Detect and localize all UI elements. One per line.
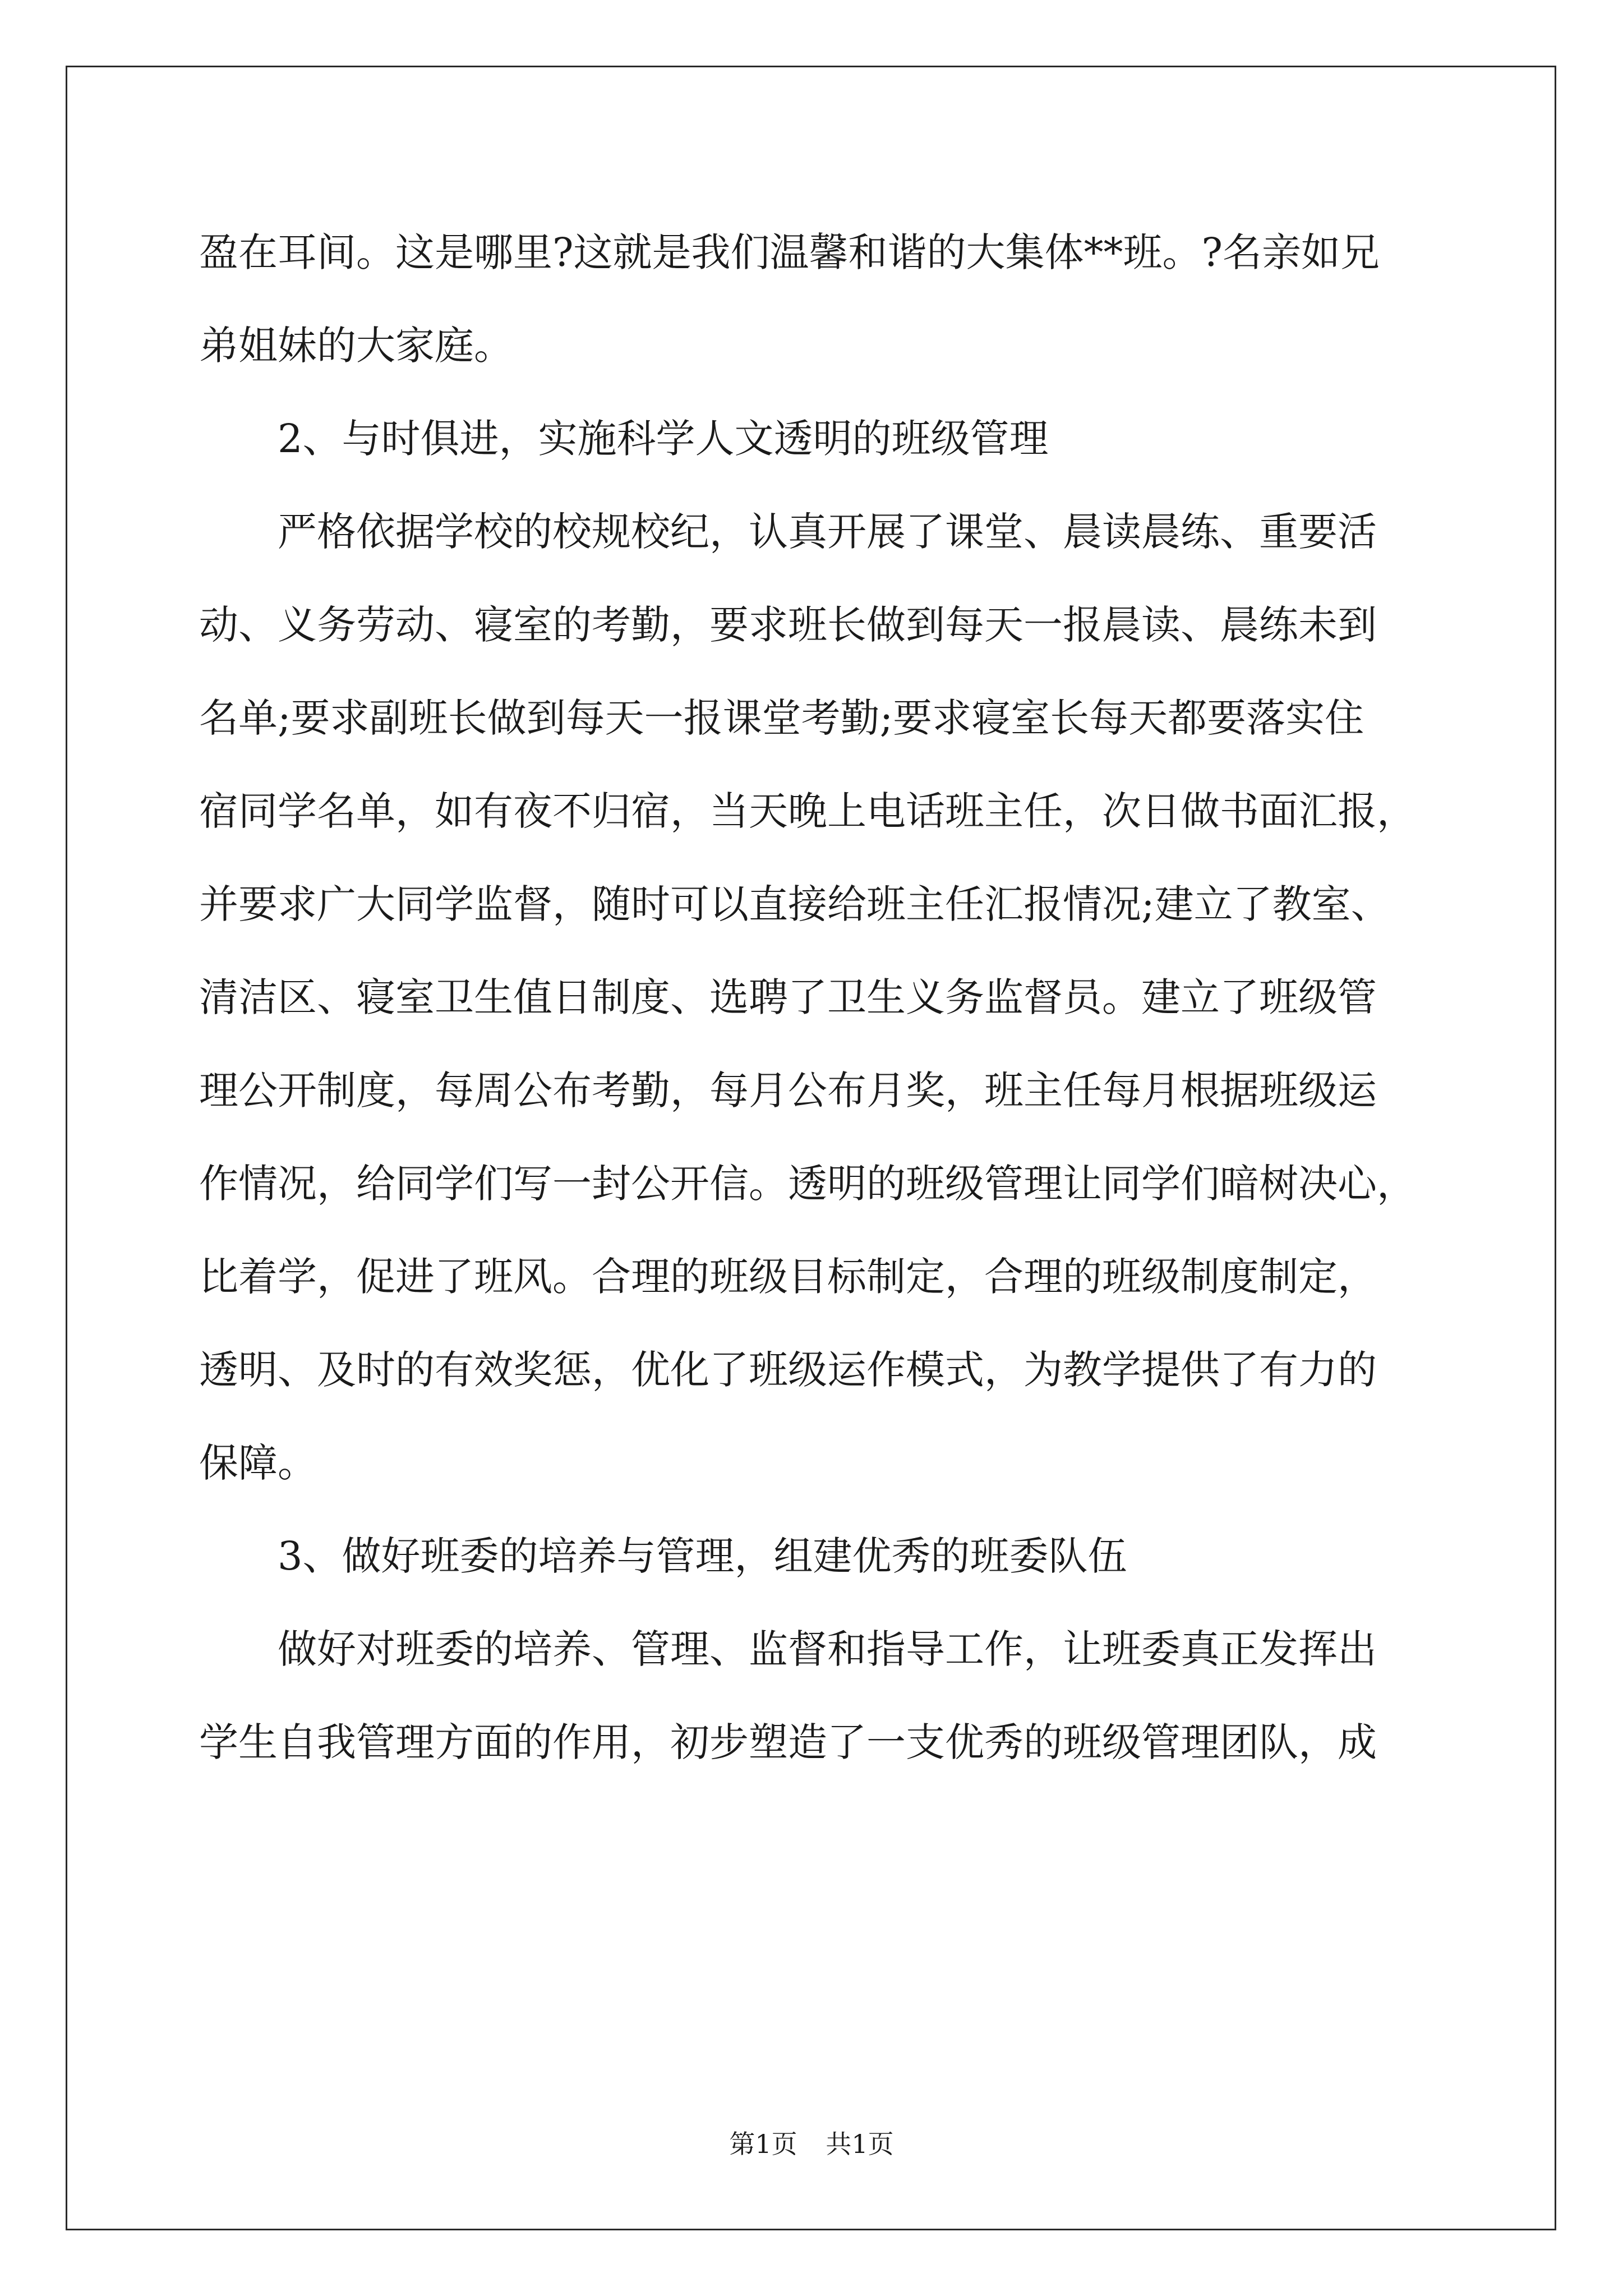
text-line-11: 作情况，给同学们写一封公开信。透明的班级管理让同学们暗树决心，	[199, 1161, 1416, 1207]
text-line-4: 严格依据学校的校规校纪，认真开展了课堂、晨读晨练、重要活	[278, 509, 1377, 555]
text-line-16: 做好对班委的培养、管理、监督和指导工作，让班委真正发挥出	[278, 1626, 1377, 1672]
document-body	[199, 222, 1433, 1805]
text-line-6: 名单;要求副班长做到每天一报课堂考勤;要求寝室长每天都要落实住	[199, 695, 1364, 741]
text-line-9: 清洁区、寝室卫生值日制度、选聘了卫生义务监督员。建立了班级管	[199, 974, 1377, 1020]
text-line-17: 学生自我管理方面的作用，初步塑造了一支优秀的班级管理团队，成	[199, 1719, 1377, 1765]
text-line-1: 盈在耳间。这是哪里?这就是我们温馨和谐的大集体**班。?名亲如兄	[199, 229, 1380, 275]
section-heading-2: 2、与时俱进，实施科学人文透明的班级管理	[278, 416, 1049, 462]
text-line-14: 保障。	[199, 1440, 317, 1486]
page-footer	[0, 2127, 1623, 2161]
page-total: 共1页	[826, 2129, 894, 2159]
text-line-2: 弟姐妹的大家庭。	[199, 323, 513, 369]
text-line-8: 并要求广大同学监督，随时可以直接给班主任汇报情况;建立了教室、	[199, 881, 1390, 927]
text-line-13: 透明、及时的有效奖惩，优化了班级运作模式，为教学提供了有力的	[199, 1347, 1377, 1393]
text-line-7: 宿同学名单，如有夜不归宿，当天晚上电话班主任，次日做书面汇报，	[199, 788, 1416, 834]
text-line-12: 比着学，促进了班风。合理的班级目标制定，合理的班级制度制定，	[199, 1254, 1377, 1300]
page-number: 第1页	[729, 2129, 797, 2159]
text-line-10: 理公开制度，每周公布考勤，每月公布月奖，班主任每月根据班级运	[199, 1068, 1377, 1114]
text-line-5: 动、义务劳动、寝室的考勤，要求班长做到每天一报晨读、晨练未到	[199, 602, 1377, 648]
section-heading-3: 3、做好班委的培养与管理，组建优秀的班委队伍	[278, 1533, 1127, 1579]
